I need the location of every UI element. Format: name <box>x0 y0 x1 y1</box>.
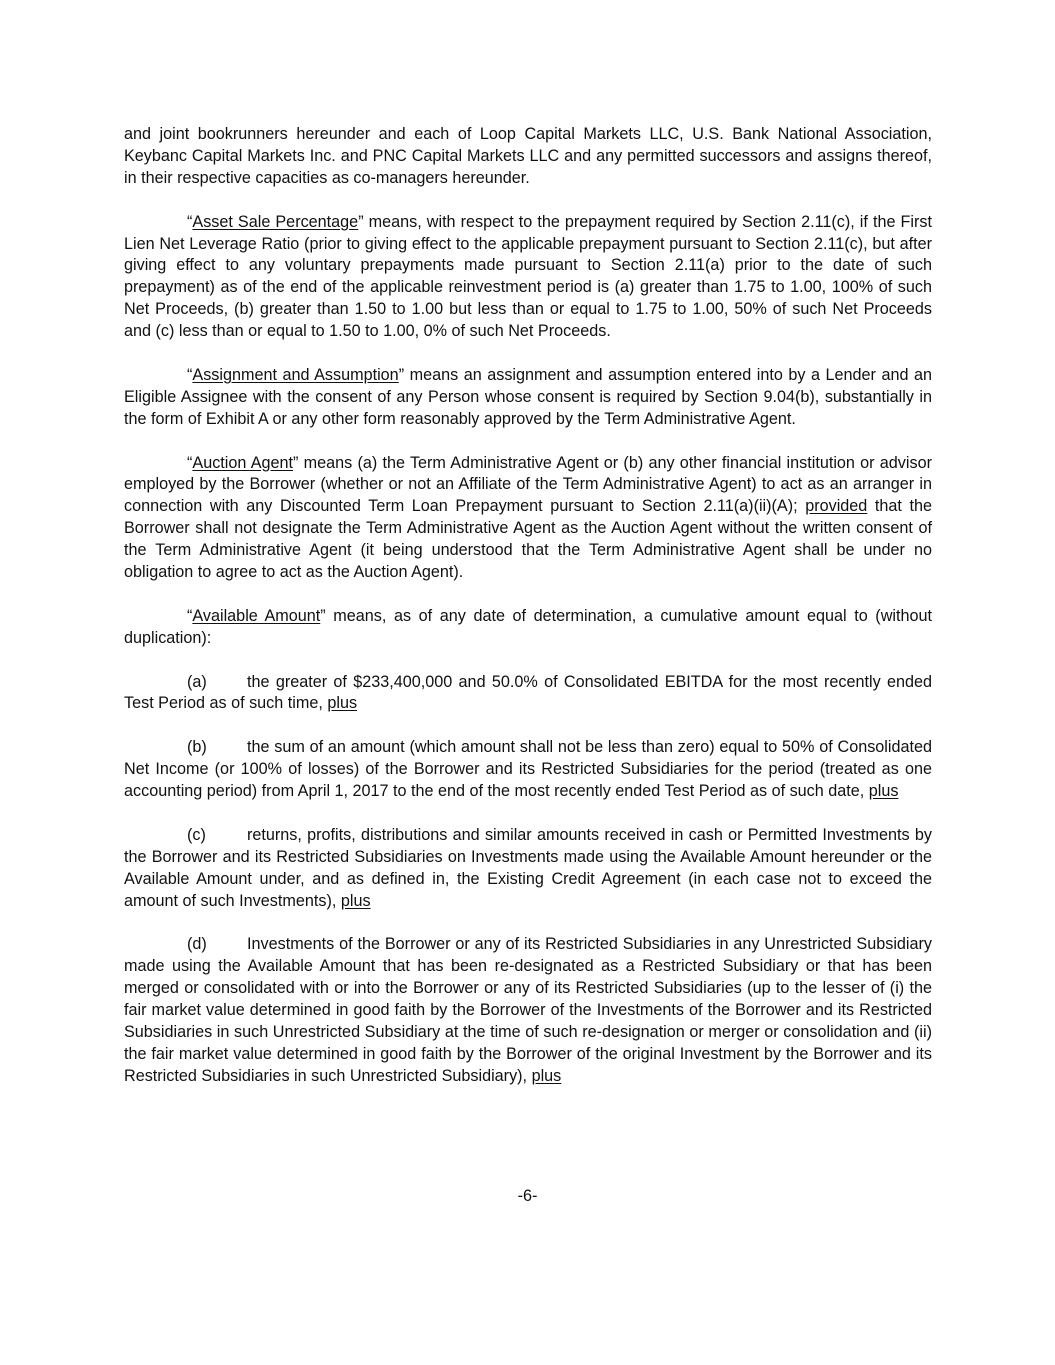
item-text: the sum of an amount (which amount shall not be less than zero) equal to 50% of Consolidated Net Income (or 100% of losses) of the Borrower and its Restricted Subsidiaries for the period (treated as one accounting period) from April 1, 2017 to the end of the most recently ended Test Period as of such date, <box>124 738 932 801</box>
list-item-b <box>124 737 932 803</box>
list-item-c <box>124 825 932 913</box>
item-suffix: plus <box>868 782 899 801</box>
item-suffix: plus <box>531 1066 562 1085</box>
document-body <box>124 124 932 1110</box>
item-label: (d) <box>187 935 207 954</box>
defined-term: Available Amount <box>192 606 321 625</box>
item-text: returns, profits, distributions and similar amounts received in cash or Permitted Investments by the Borrower and its Restricted Subsidiaries on Investments made using the Available Amount hereunder or the Available Amount under, and as defined in, the Existing Credit Agreement (in each case not to exceed the amount of such Investments), <box>124 825 932 910</box>
item-suffix: plus <box>327 694 358 713</box>
item-suffix: plus <box>340 891 371 910</box>
definition-text: means, with respect to the prepayment required by Section 2.11(c), if the First Lien Net Leverage Ratio (prior to giving effect to the applicable prepayment pursuant to Section 2.11(c), but after giving effect to any voluntary prepayments made pursuant to Section 2.11(a) prior to the date of such prepayment) as of the end of the applicable reinvestment period is (a) greater than 1.75 to 1.00, 100% of such Net Proceeds, (b) greater than 1.50 to 1.00 but less than or equal to 1.75 to 1.00, 50% of such Net Proceeds and (c) less than or equal to 1.50 to 1.00, 0% of such Net Proceeds. <box>124 212 932 341</box>
definition-available-amount: “Available Amount” means, as of any date of determination, a cumulative amount equal to (without duplication): <box>124 606 932 647</box>
definition-assignment-and-assumption: “Assignment and Assumption” means an assignment and assumption entered into by a Lender and an Eligible Assignee with the consent of any Person whose consent is required by Section 9.04(b), substantially in the form of Exhibit A or any other form reasonably approved by the Term Administrative Agent. <box>124 365 932 428</box>
defined-term: Auction Agent <box>192 453 294 472</box>
item-text: the greater of $233,400,000 and 50.0% of Consolidated EBITDA for the most recently ended Test Period as of such time, <box>124 672 932 713</box>
definition-auction-agent: “Auction Agent” means (a) the Term Administrative Agent or (b) any other financial institution or advisor employed by the Borrower (whether or not an Affiliate of the Term Administrative Agent) to act as an arranger in connection with any Discounted Term Loan Prepayment pursuant to Section 2.11(a)(ii)(A); provided that the Borrower shall not designate the Term Administrative Agent as the Auction Agent without the written consent of the Term Administrative Agent (it being understood that the Term Administrative Agent shall be under no obligation to agree to act as the Auction Agent). <box>124 453 933 582</box>
provided-term: provided <box>805 497 868 516</box>
continuation-text: and joint bookrunners hereunder and each of Loop Capital Markets LLC, U.S. Bank National Association, Keybanc Capital Markets Inc. and PNC Capital Markets LLC and any permitted successors and assigns thereof, in their respective capacities as co-managers hereunder. <box>124 125 932 187</box>
definition-text: means an assignment and assumption entered into by a Lender and an Eligible Assignee with the consent of any Person whose consent is required by Section 9.04(b), substantially in the form of Exhibit A or any other form reasonably approved by the Term Administrative Agent. <box>124 365 932 428</box>
item-label: (c) <box>187 825 206 844</box>
list-item-d <box>124 934 932 1087</box>
defined-term: Assignment and Assumption <box>192 365 399 384</box>
item-label: (a) <box>187 672 207 691</box>
definition-asset-sale-percentage: “Asset Sale Percentage” means, with respect to the prepayment required by Section 2.11(c), if the First Lien Net Leverage Ratio (prior to giving effect to the applicable prepayment pursuant to Section 2.11(c), but after giving effect to any voluntary prepayments made pursuant to Section 2.11(a) prior to the date of such prepayment) as of the end of the applicable reinvestment period is (a) greater than 1.75 to 1.00, 100% of such Net Proceeds, (b) greater than 1.50 to 1.00 but less than or equal to 1.75 to 1.00, 50% of such Net Proceeds and (c) less than or equal to 1.50 to 1.00, 0% of such Net Proceeds. <box>124 212 932 341</box>
definition-text-continued: that the Borrower shall not designate the Term Administrative Agent as the Auction Agent without the written consent of the Term Administrative Agent (it being understood that the Term Administrative Agent shall be under no obligation to agree to act as the Auction Agent). <box>124 497 933 582</box>
item-text: Investments of the Borrower or any of its Restricted Subsidiaries in any Unrestricted Subsidiary made using the Available Amount that has been re-designated as a Restricted Subsidiary or that has been merged or consolidated with or into the Borrower or any of its Restricted Subsidiaries (up to the lesser of (i) the fair market value determined in good faith by the Borrower of the Investments of the Borrower and its Restricted Subsidiaries in such Unrestricted Subsidiary at the time of such re-designation or merger or consolidation and (ii) the fair market value determined in good faith by the Borrower of the original Investment by the Borrower and its Restricted Subsidiaries in such Unrestricted Subsidiary), <box>124 935 932 1085</box>
list-item-a <box>124 672 932 716</box>
defined-term: Asset Sale Percentage <box>192 212 359 231</box>
definition-text: means (a) the Term Administrative Agent or (b) any other financial institution or advisor employed by the Borrower (whether or not an Affiliate of the Term Administrative Agent) to act as an arranger in connection with any Discounted Term Loan Prepayment pursuant to Section 2.11(a)(ii)(A); <box>124 453 932 516</box>
item-label: (b) <box>187 738 207 757</box>
page-number: -6- <box>517 1187 538 1205</box>
paragraph-continuation <box>124 124 932 190</box>
definition-text: means, as of any date of determination, a cumulative amount equal to (without duplication): <box>124 606 932 647</box>
